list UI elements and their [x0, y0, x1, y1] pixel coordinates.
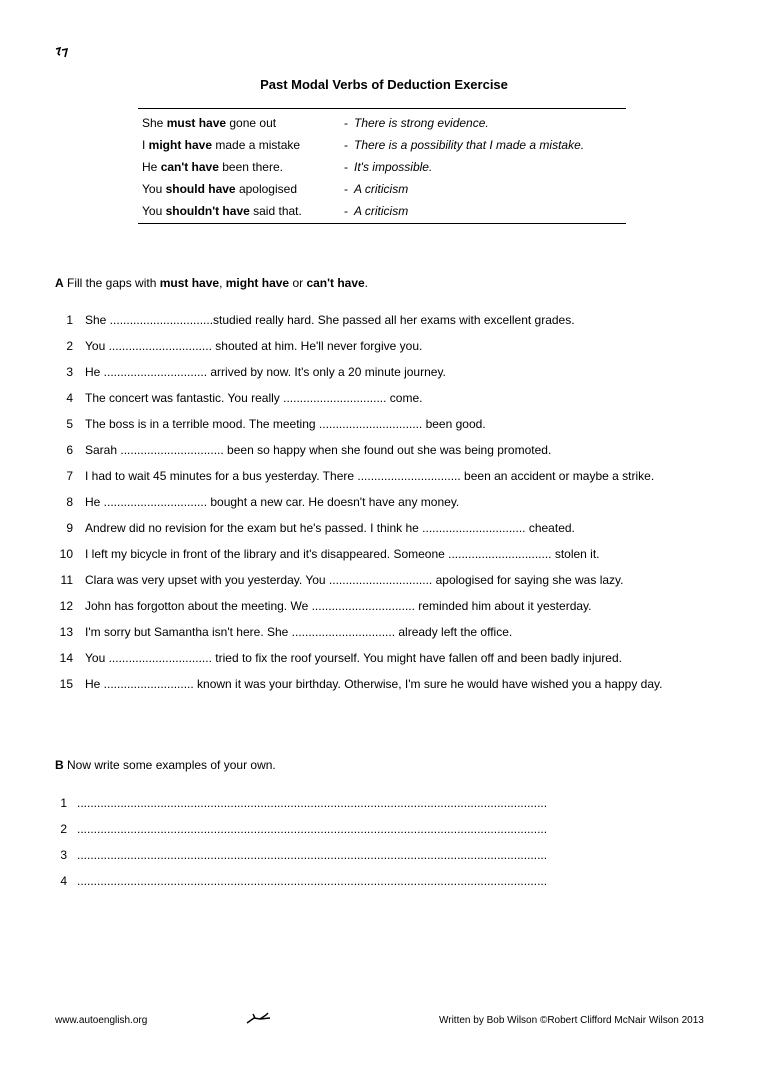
- question: [55, 313, 715, 339]
- question-text: You ............................... tried to fix the roof yourself. You might have fallen off and been badly injured.: [85, 651, 622, 665]
- question-text: He ........................... known it was your birthday. Otherwise, I'm sure he would have wished you a happy day.: [85, 677, 663, 691]
- line-number: 2: [60, 822, 67, 836]
- question-number: 13: [59, 625, 73, 639]
- question: [55, 521, 715, 547]
- question-number: 3: [66, 365, 73, 379]
- question: [55, 599, 715, 625]
- question-text: The concert was fantastic. You really ............................... come.: [85, 391, 423, 405]
- line-dots: .............................................................................................................................................: [77, 796, 548, 810]
- question-number: 14: [59, 651, 73, 665]
- summary-row: [138, 178, 626, 200]
- question-number: 6: [66, 443, 73, 457]
- question-text: She ...............................studied really hard. She passed all her exams with excellent grades.: [85, 313, 575, 327]
- question: [55, 547, 715, 573]
- question-number: 10: [59, 547, 73, 561]
- summary-row: [138, 112, 626, 134]
- question: [55, 677, 715, 711]
- line-dots: .............................................................................................................................................: [77, 822, 548, 836]
- meaning: - There is a possibility that I made a mistake.: [344, 138, 585, 152]
- question-text: Andrew did no revision for the exam but he's passed. I think he ............................... cheated.: [85, 521, 575, 535]
- question-text: I had to wait 45 minutes for a bus yesterday. There ............................... been an accident or maybe a strike.: [85, 469, 655, 483]
- summary-table: [138, 108, 626, 224]
- meaning: - A criticism: [344, 204, 409, 218]
- meaning: - A criticism: [344, 182, 409, 196]
- footer-credit: Written by Bob Wilson ©Robert Clifford McNair Wilson 2013: [439, 1015, 704, 1026]
- line-number: 4: [60, 874, 67, 888]
- question-text: The boss is in a terrible mood. The meeting ............................... been good.: [85, 417, 486, 431]
- question: [55, 339, 715, 365]
- summary-row: [138, 156, 626, 178]
- example-sentence: You should have apologised: [142, 182, 297, 196]
- section-b-instructions: B Now write some examples of your own.: [55, 758, 276, 772]
- question-text: He ............................... bought a new car. He doesn't have any money.: [85, 495, 460, 509]
- question-number: 12: [59, 599, 73, 613]
- question: [55, 651, 715, 677]
- question: [55, 443, 715, 469]
- question: [55, 365, 715, 391]
- summary-row: [138, 200, 626, 222]
- question-number: 5: [66, 417, 73, 431]
- question: [55, 495, 715, 521]
- example-sentence: He can't have been there.: [142, 160, 283, 174]
- question-list: [55, 313, 715, 711]
- question-number: 8: [66, 495, 73, 509]
- line-dots: .............................................................................................................................................: [77, 874, 548, 888]
- question-number: 15: [59, 677, 73, 691]
- question: [55, 469, 715, 495]
- line-number: 1: [60, 796, 67, 810]
- answer-line: [55, 874, 615, 900]
- footer-website: www.autoenglish.org: [55, 1015, 148, 1026]
- question-text: He ............................... arrived by now. It's only a 20 minute journey.: [85, 365, 446, 379]
- question-number: 1: [66, 313, 73, 327]
- example-sentence: You shouldn't have said that.: [142, 204, 302, 218]
- summary-row: [138, 134, 626, 156]
- question-number: 4: [66, 391, 73, 405]
- logo-icon: [54, 46, 74, 60]
- logo-icon: [246, 1012, 272, 1026]
- question-text: You ............................... shouted at him. He'll never forgive you.: [85, 339, 423, 353]
- question-text: John has forgotton about the meeting. We ............................... reminded him about it yesterday.: [85, 599, 592, 613]
- section-a-instructions: A Fill the gaps with must have, might have or can't have.: [55, 276, 369, 290]
- question-number: 2: [66, 339, 73, 353]
- question-number: 11: [60, 573, 73, 587]
- answer-line: [55, 848, 615, 874]
- question: [55, 573, 715, 599]
- question-text: I'm sorry but Samantha isn't here. She ............................... already left the office.: [85, 625, 513, 639]
- example-sentence: I might have made a mistake: [142, 138, 301, 152]
- question: [55, 391, 715, 417]
- question: [55, 625, 715, 651]
- answer-line: [55, 796, 615, 822]
- meaning: - There is strong evidence.: [344, 116, 489, 130]
- question-text: I left my bicycle in front of the library and it's disappeared. Someone ............................... stolen it.: [85, 547, 600, 561]
- question-text: Clara was very upset with you yesterday. You ............................... apologised for saying she was lazy.: [85, 573, 624, 587]
- question: [55, 417, 715, 443]
- example-sentence: She must have gone out: [142, 116, 277, 130]
- question-number: 9: [66, 521, 73, 535]
- page-title: Past Modal Verbs of Deduction Exercise: [260, 77, 508, 92]
- answer-lines: [55, 796, 615, 900]
- line-dots: .............................................................................................................................................: [77, 848, 548, 862]
- question-number: 7: [66, 469, 73, 483]
- answer-line: [55, 822, 615, 848]
- meaning: - It's impossible.: [344, 160, 433, 174]
- question-text: Sarah ............................... been so happy when she found out she was being promoted.: [85, 443, 552, 457]
- line-number: 3: [60, 848, 67, 862]
